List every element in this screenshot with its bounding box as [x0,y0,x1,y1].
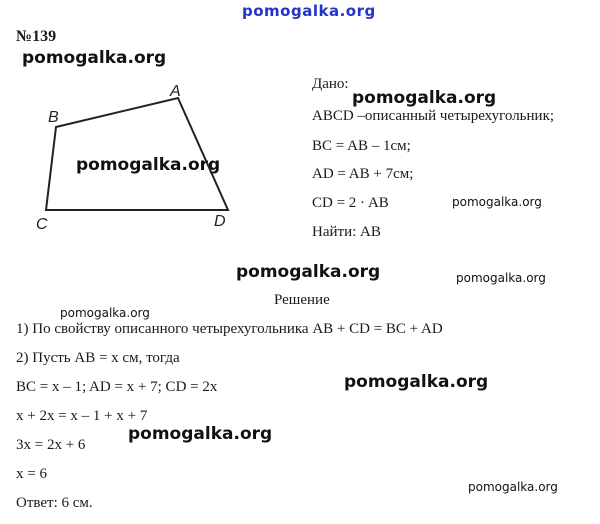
given-line: AD = AB + 7см; [312,166,414,182]
quadrilateral-figure [0,0,290,250]
vertex-label-a: A [170,83,181,100]
watermark: pomogalka.org [60,306,150,320]
watermark: pomogalka.org [236,262,381,282]
solution-line: x = 6 [16,466,47,482]
solution-line: 2) Пусть AB = x см, тогда [16,350,180,366]
watermark-top[interactable]: pomogalka.org [242,2,376,20]
solution-heading: Решение [274,292,330,308]
watermark: pomogalka.org [452,195,542,209]
vertex-label-b: B [48,109,59,126]
watermark: pomogalka.org [76,155,221,175]
problem-number: №139 [16,28,57,45]
solution-line: 3x = 2x + 6 [16,437,86,453]
solution-line: BC = x – 1; AD = x + 7; CD = 2x [16,379,218,395]
given-line: BC = AB – 1см; [312,138,411,154]
vertex-label-c: C [36,216,48,233]
solution-line: 1) По свойству описанного четырехугольника AB + CD = BC + AD [16,321,443,337]
solution-line: x + 2x = x – 1 + x + 7 [16,408,148,424]
given-line: CD = 2 · AB [312,195,389,211]
quadrilateral-abcd [46,98,228,210]
vertex-label-d: D [214,213,226,230]
find-line: Найти: AB [312,224,381,240]
given-heading: Дано: [312,76,349,92]
watermark: pomogalka.org [468,480,558,494]
watermark: pomogalka.org [352,88,497,108]
watermark: pomogalka.org [456,271,546,285]
given-line: ABCD –описанный четырехугольник; [312,108,555,124]
answer-line: Ответ: 6 см. [16,495,93,511]
watermark: pomogalka.org [128,424,273,444]
watermark: pomogalka.org [344,372,489,392]
watermark: pomogalka.org [22,48,167,68]
